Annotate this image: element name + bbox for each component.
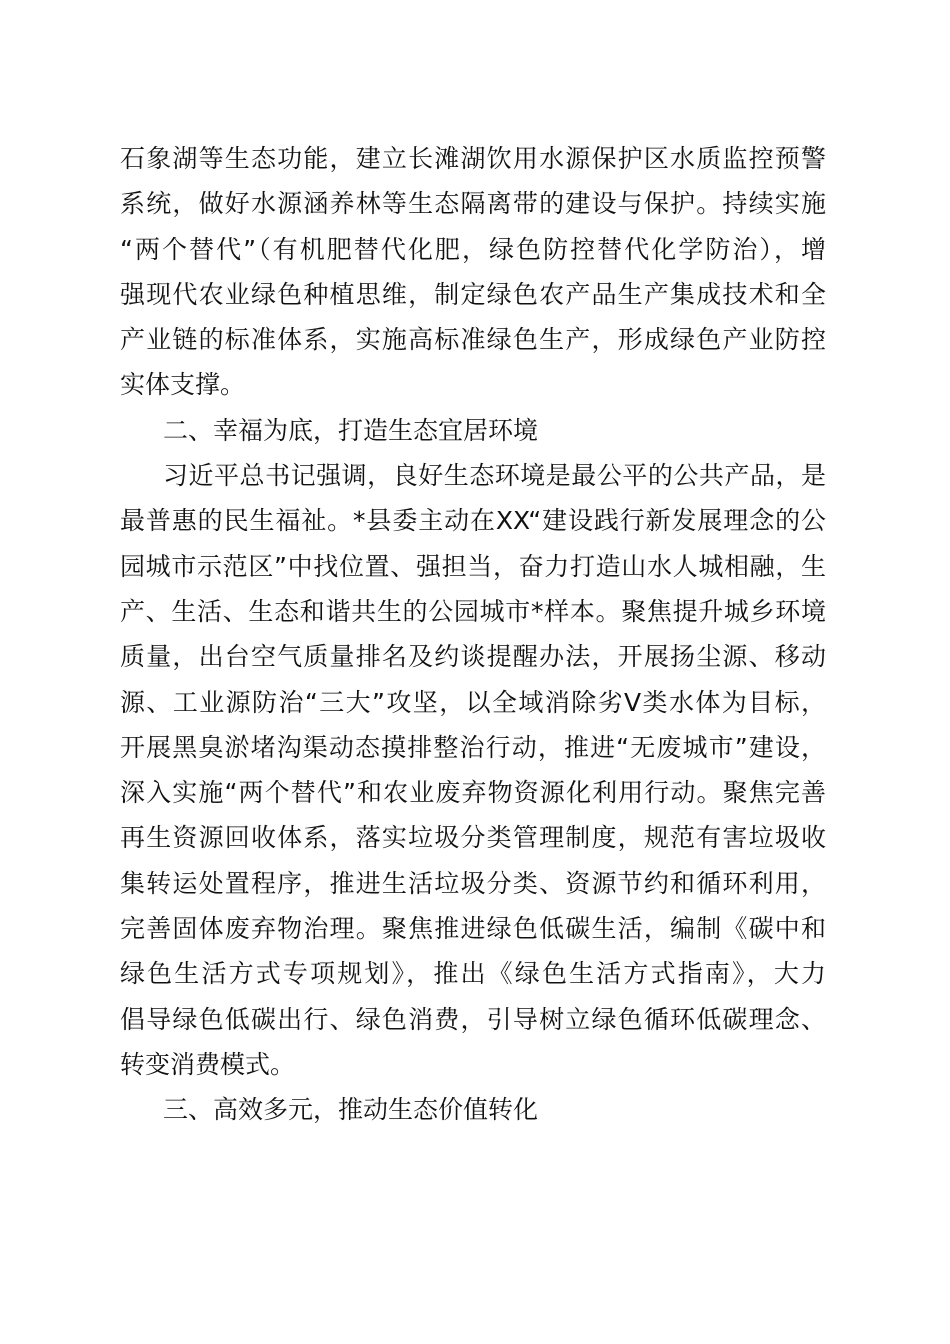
text-line: 园城市示范区”中找位置、强担当，奋力打造山水人城相融，生	[120, 551, 826, 581]
text-line: 产业链的标准体系，实施高标准绿色生产，形成绿色产业防控	[120, 325, 826, 355]
section-heading-two	[120, 408, 826, 453]
text-line: 实体支撑。	[120, 370, 246, 400]
document-body	[120, 136, 826, 1133]
text-line: 集转运处置程序，推进生活垃圾分类、资源节约和循环利用，	[120, 868, 826, 898]
text-line: 再生资源回收体系，落实垃圾分类管理制度，规范有害垃圾收	[120, 823, 826, 853]
text-line: 强现代农业绿色种植思维，制定绿色农产品生产集成技术和全	[120, 279, 826, 309]
section-heading-three	[120, 1087, 826, 1132]
text-line: 开展黑臭淤堵沟渠动态摸排整治行动，推进“无废城市”建设，	[120, 732, 826, 762]
text-line: “两个替代”（有机肥替代化肥，绿色防控替代化学防治），增	[120, 234, 826, 264]
text-line: 倡导绿色低碳出行、绿色消费，引导树立绿色循环低碳理念、	[120, 1004, 826, 1034]
text-line: 石象湖等生态功能，建立长滩湖饮用水源保护区水质监控预警	[120, 144, 826, 173]
text-line: 完善固体废弃物治理。聚焦推进绿色低碳生活，编制《碳中和	[120, 914, 826, 944]
heading-line: 二、幸福为底，打造生态宜居环境	[163, 415, 539, 445]
text-line: 质量，出台空气质量排名及约谈提醒办法，开展扬尘源、移动	[120, 642, 826, 672]
text-line: 系统，做好水源涵养林等生态隔离带的建设与保护。持续实施	[120, 189, 826, 219]
text-line: 源、工业源防治“三大”攻坚，以全域消除劣V类水体为目标，	[120, 687, 826, 717]
text-line: 绿色生活方式专项规划》，推出《绿色生活方式指南》，大力	[120, 959, 826, 989]
text-line: 转变消费模式。	[120, 1049, 296, 1079]
text-line: 习近平总书记强调，良好生态环境是最公平的公共产品，是	[163, 461, 826, 491]
text-line: 深入实施“两个替代”和农业废弃物资源化利用行动。聚焦完善	[120, 778, 826, 808]
paragraph-ecology-function	[120, 136, 826, 408]
text-line: 产、生活、生态和谐共生的公园城市*样本。聚焦提升城乡环境	[120, 596, 826, 626]
paragraph-livable-environment	[120, 453, 826, 1087]
text-line: 最普惠的民生福祉。*县委主动在XX“建设践行新发展理念的公	[120, 506, 826, 536]
heading-line: 三、高效多元，推动生态价值转化	[163, 1095, 539, 1125]
